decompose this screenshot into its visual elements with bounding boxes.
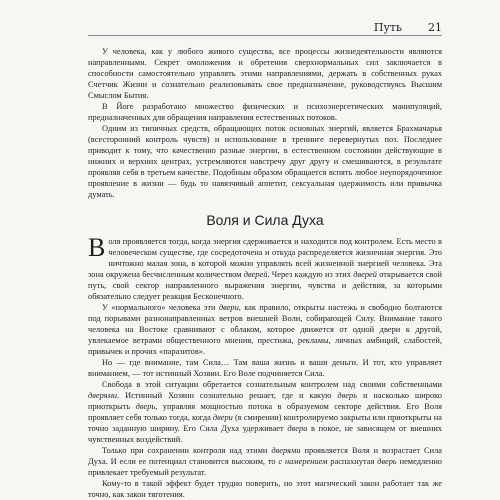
paragraph: Воля проявляется тогда, когда энергия сдерживается и находится под контролем. Есть место в человеческом существе, где сосредоточена и откуда распределяется жизненная энергия. Это ничтожно малая зона, в которой можно управлять всей жизненной энергией человека. Эта зона окружена бесчисленным количеством дверей. Через каждую из этих дверей открывается свой путь, свой сектор направленного выражения энергии, чувства и действия, за которыми обязательно следует реакция Бесконечного. <box>88 233 443 301</box>
running-title: Путь <box>373 21 402 34</box>
section-heading: Воля и Сила Духа <box>206 212 324 228</box>
header-rule <box>88 35 442 36</box>
running-header <box>0 14 500 34</box>
paragraph: Одним из типичных средств, обращающих поток основных энергий, является Брахмачарья (всесторонний контроль чувств) и использование в тренинге перевернутых поз. Последнее приводит к тому, что качественно разные энергии, в естественном состоянии действующие в нижних и верхних центрах, устремляются навстречу друг другу и смешиваются, в результате проявляя себя в третьем качестве. Подобным образом обращается вспять любое неупорядоченное проявление в жизни — будь то навязчивый аппетит, сексуальная одержимость или привычка думать. <box>88 124 442 199</box>
paragraph: Кому-то в такой эффект будет трудно поверить, но этот магический закон работает так же точно, как закон тяготения. <box>88 479 442 499</box>
paragraph: В Йоге разработано множество физических и психоэнергетических манипуляций, предназначенных для обращения направления естественных потоков. <box>88 102 442 122</box>
paragraph: Только при сохранении контроля над этими дверями проявляется Воля и возрастает Сила Духа. И если ее потенциал становится высоким, то с намерением распахнутая дверь немедленно привлекает требуемый результат. <box>88 446 442 477</box>
paragraph: У человека, как у любого живого существа, все процессы жизнедеятельности являются направленными. Секрет омоложения и обретения сверхнормальных сил заключается в способности самостоятельно управлять этими направлениями, держать в собственных руках Счетчик Жизни и сознательно реализовывать свое предназначение, руководствуясь Высшим Смыслом Бытия. <box>88 47 442 100</box>
paragraph: Но — где внимание, там Сила… Там ваша жизнь и ваши деньги. И тот, кто управляет вниманием, — тот истинный Хозяин. Его Воле подчиняется Сила. <box>88 358 442 378</box>
page-number: 21 <box>428 21 442 34</box>
paragraph: Свобода в этой ситуации обретается сознательным контролем над своими собственными дверями. Истинный Хозяин сознательно решает, где и какую дверь и насколько широко приоткрыть дверь, управляя мощностью потока в образуемом секторе действия. Его Воля проявляет себя только тогда, когда двери (в смирении) контролируемо закрыты или приоткрыты на точно заданную ширину. Его Сила Духа удерживает двери в покое, не зависящем от внешних чувственных воздействий. <box>88 380 442 444</box>
paragraph: У «нормального» человека эти двери, как правило, открыты настежь и свободно болтаются под порывами разнонаправленных ветров внешней Воли, собирающей Силу. Внимание такого человека на Востоке сравнивают с облаком, которое движется от одной двери к другой, увлекаемое ветрами общественного мнения, престижа, рекламы, личных амбиций, слабостей, привычек и прочих «паразитов». <box>88 303 442 356</box>
page-body <box>88 46 442 500</box>
drop-cap: В <box>88 233 106 262</box>
